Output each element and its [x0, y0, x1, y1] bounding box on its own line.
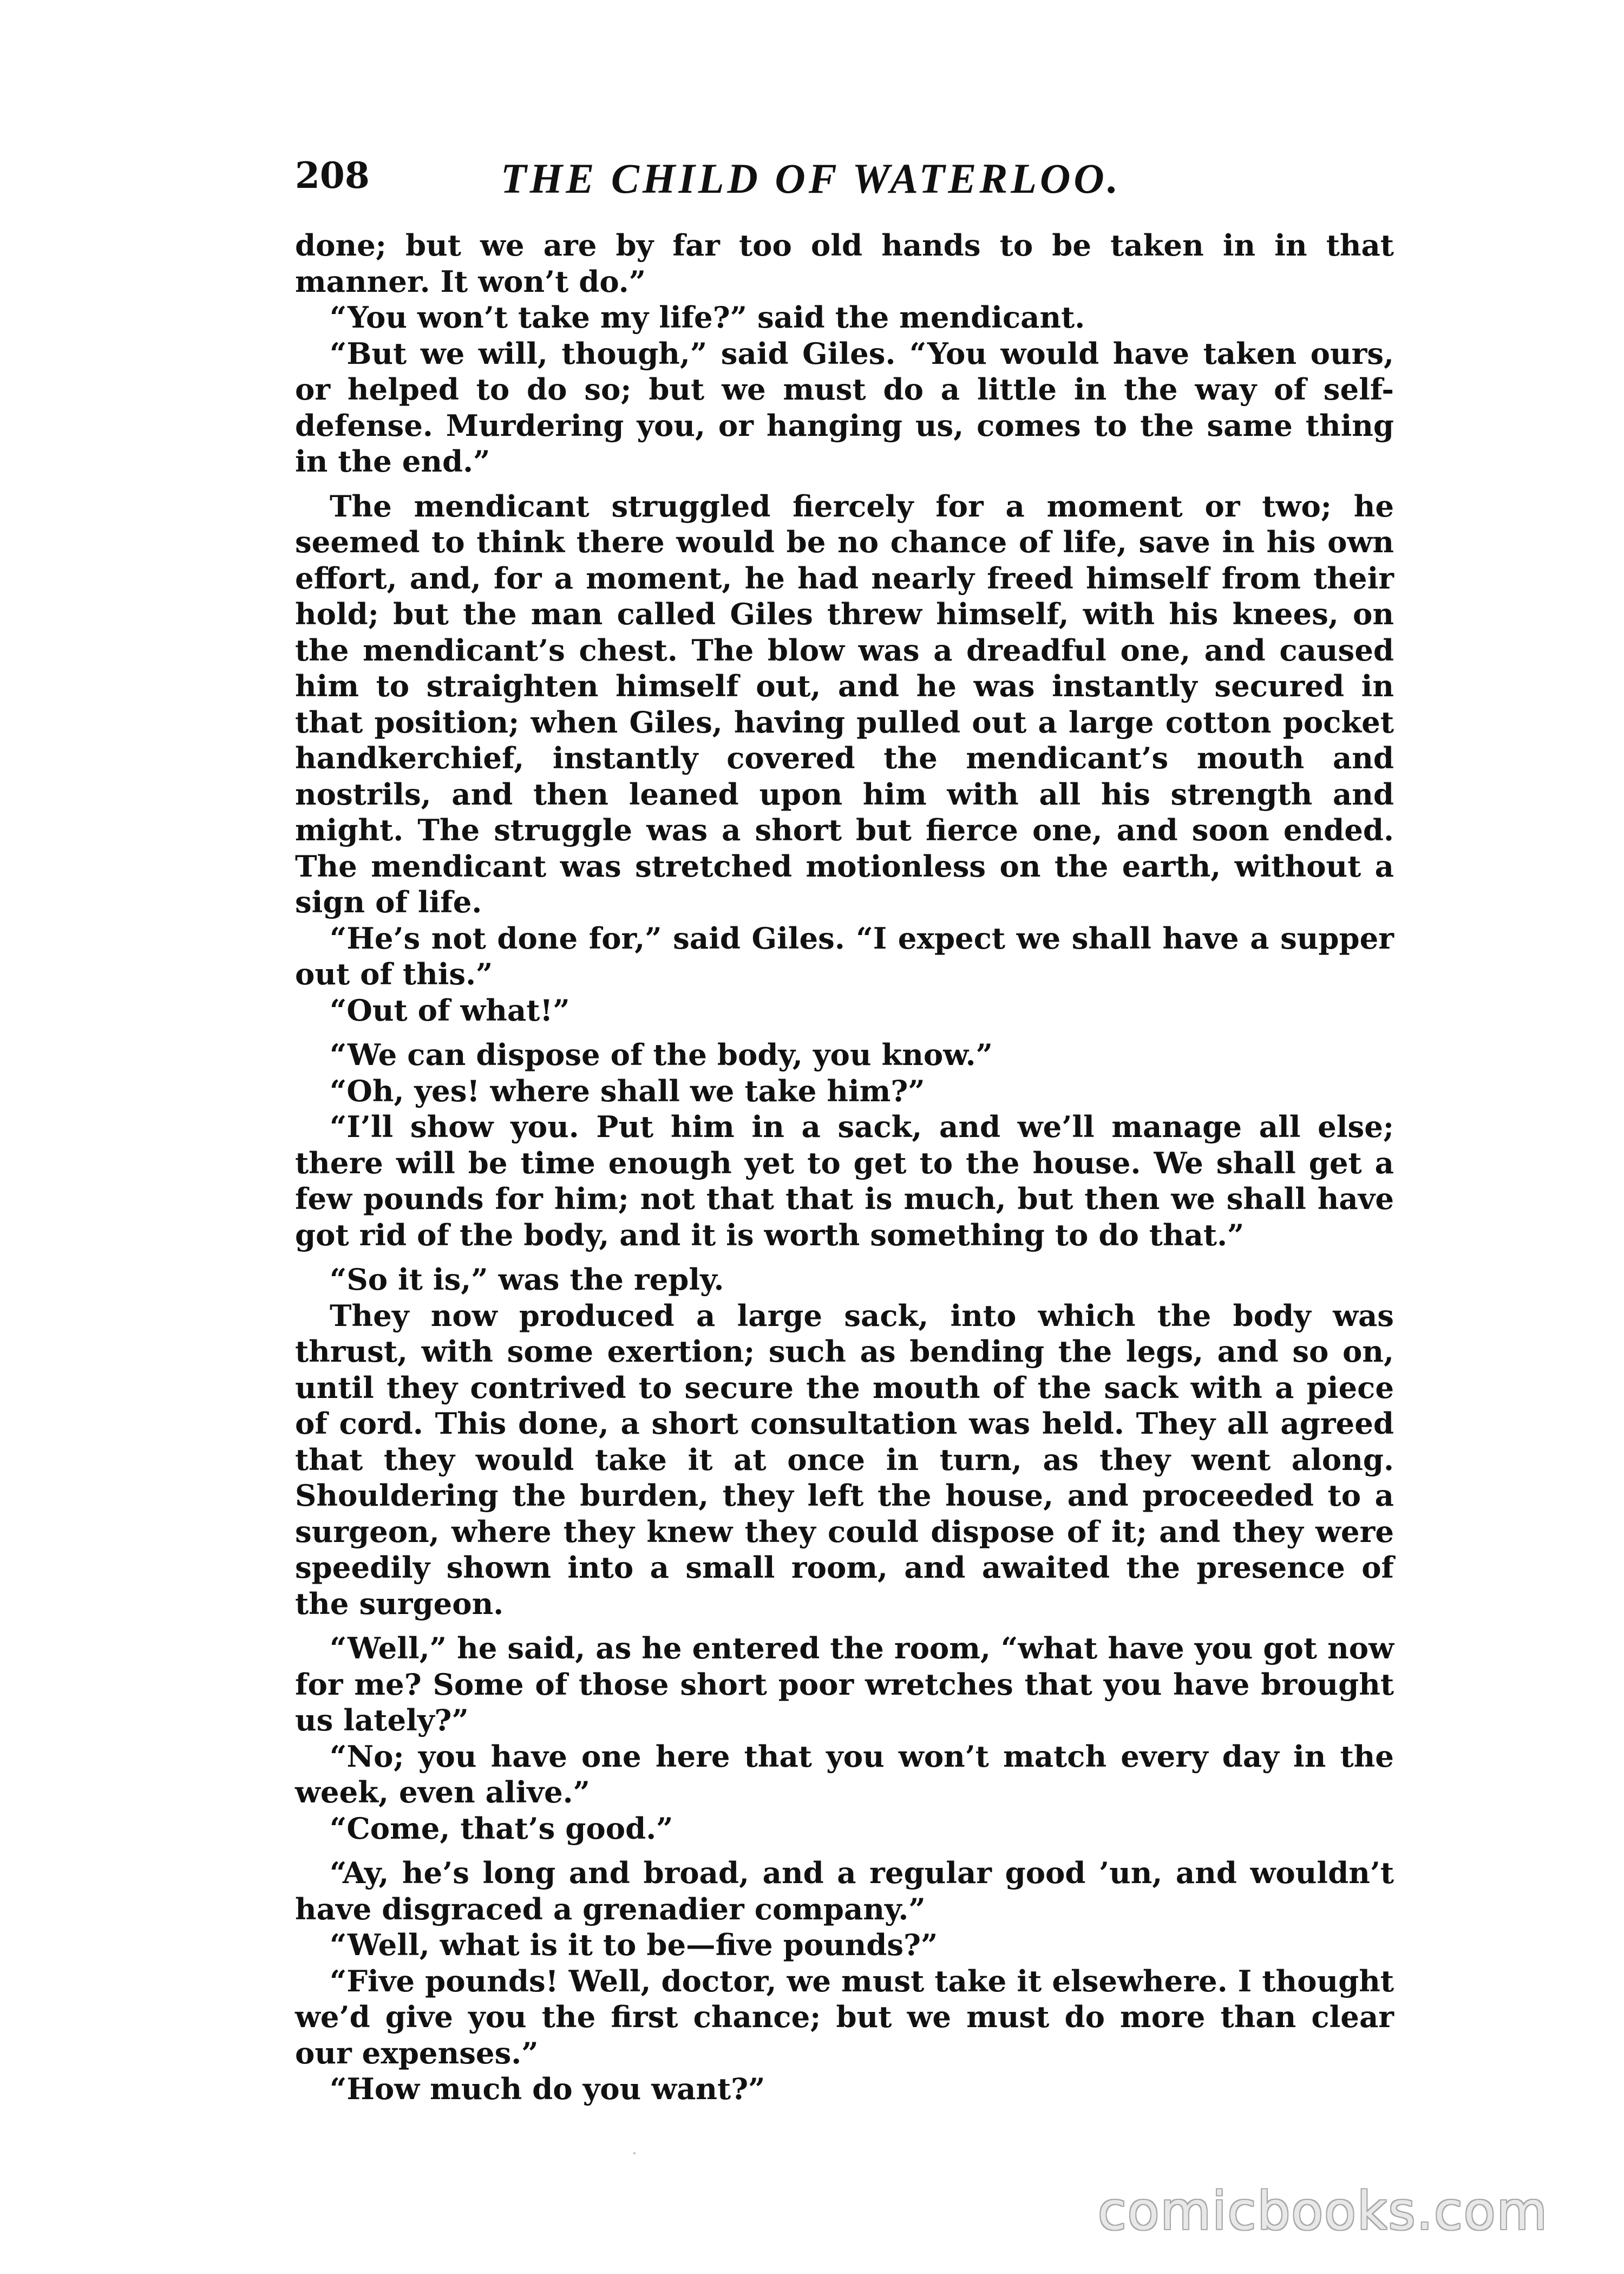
paragraph: “How much do you want?”: [330, 2072, 765, 2106]
paragraph: “Well, what is it to be—five pounds?”: [330, 1927, 938, 1962]
paragraph: “Well,” he said, as he entered the room, “what have you got now for me? Some of those short poor wretches that you have brought us lately?”: [295, 1631, 1394, 1737]
print-speck: [633, 2152, 636, 2154]
page-number: 208: [295, 154, 370, 197]
paragraph: “Out of what!”: [330, 992, 570, 1028]
body-text: [295, 227, 1394, 2107]
paragraph: “Come, that’s good.”: [330, 1811, 673, 1846]
paragraph: “But we will, though,” said Giles. “You would have taken ours, or helped to do so; but we must do a little in the way of self-defense. Murdering you, or hanging us, comes to the same thing in the end.”: [295, 336, 1394, 479]
paragraph: “He’s not done for,” said Giles. “I expect we shall have a supper out of this.”: [295, 920, 1394, 991]
paragraph: “We can dispose of the body, you know.”: [330, 1037, 993, 1072]
paragraph: “You won’t take my life?” said the mendicant.: [330, 300, 1085, 335]
watermark: comicbooks.com: [1097, 2181, 1548, 2242]
paragraph: “Five pounds! Well, doctor, we must take it elsewhere. I thought we’d give you the first chance; but we must do more than clear our expenses.”: [295, 1963, 1394, 2070]
paragraph: The mendicant struggled fiercely for a moment or two; he seemed to think there would be no chance of life, save in his own effort, and, for a moment, he had nearly freed himself from their hold; but the man called Giles threw himself, with his knees, on the mendicant’s chest. The blow was a dreadful one, and caused him to straighten himself out, and he was instantly secured in that position; when Giles, having pulled out a large cotton pocket handkerchief, instantly covered the mendicant’s mouth and nostrils, and then leaned upon him with all his strength and might. The struggle was a short but fierce one, and soon ended. The mendicant was stretched motionless on the earth, without a sign of life.: [295, 488, 1394, 919]
paragraph: “Ay, he’s long and broad, and a regular good ’un, and wouldn’t have disgraced a grenadier company.”: [295, 1855, 1394, 1926]
paragraph: They now produced a large sack, into which the body was thrust, with some exertion; such as bending the legs, and so on, until they contrived to secure the mouth of the sack with a piece of cord. This done, a short consultation was held. They all agreed that they would take it at once in turn, as they went along. Shouldering the burden, they left the house, and proceeded to a surgeon, where they knew they could dispose of it; and they were speedily shown into a small room, and awaited the presence of the surgeon.: [295, 1298, 1394, 1621]
paragraph: “So it is,” was the reply.: [330, 1262, 724, 1297]
paragraph: “Oh, yes! where shall we take him?”: [330, 1073, 925, 1108]
running-title: THE CHILD OF WATERLOO.: [501, 155, 1122, 202]
page-header: [295, 154, 1394, 214]
paragraph: done; but we are by far too old hands to be taken in in that manner. It won’t do.”: [295, 228, 1394, 299]
paragraph: “I’ll show you. Put him in a sack, and we’ll manage all else; there will be time enough yet to get to the house. We shall get a few pounds for him; not that that is much, but then we shall have got rid of the body, and it is worth something to do that.”: [295, 1109, 1394, 1252]
paragraph: “No; you have one here that you won’t match every day in the week, even alive.”: [295, 1739, 1394, 1809]
